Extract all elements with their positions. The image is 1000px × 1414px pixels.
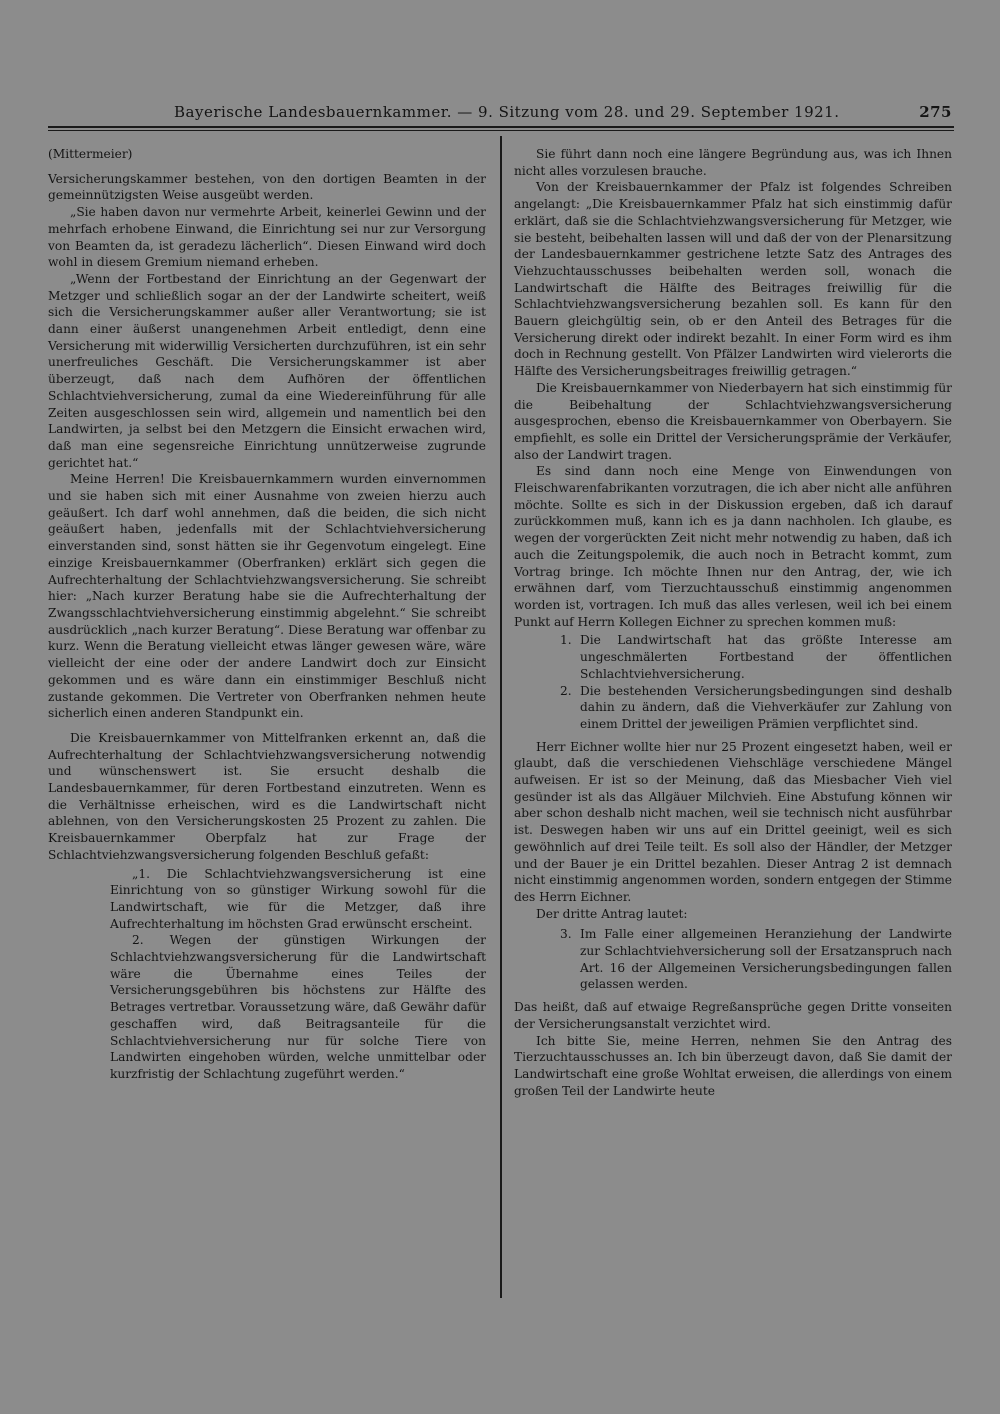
left-column <box>48 146 486 1083</box>
list-text: Die Landwirtschaft hat das größte Interesse am ungeschmälerten Fortbestand der öffentlichen Schlachtviehversicherung. <box>580 633 952 681</box>
paragraph: Die Kreisbauernkammer von Mittelfranken erkennt an, daß die Aufrechterhaltung der Schlachtviehzwangsversicherung notwendig und wünschenswert ist. Sie ersucht deshalb die Landesbauernkammer, für deren Fortbestand einzutreten. Wenn es die Verhältnisse erheischen, wird es die Landwirtschaft nicht ablehnen, von den Versicherungskosten 25 Prozent zu zahlen. Die Kreisbauernkammer Oberpfalz hat zur Frage der Schlachtviehzwangsversicherung folgenden Beschluß gefaßt: <box>48 730 486 862</box>
paragraph: Die Kreisbauernkammer von Niederbayern hat sich einstimmig für die Beibehaltung der Schlachtviehzwangsversicherung ausgesprochen, ebenso die Kreisbauernkammer von Oberbayern. Sie empfiehlt, es solle ein Drittel der Versicherungsprämie der Verkäufer, also der Landwirt tragen. <box>514 380 952 462</box>
speaker-label: (Mittermeier) <box>48 147 133 161</box>
list-item <box>560 926 952 993</box>
paragraph: Herr Eichner wollte hier nur 25 Prozent eingesetzt haben, weil er glaubt, daß die verschiedenen Viehschläge verschiedene Mängel aufweisen. Er ist so der Meinung, daß das Miesbacher Vieh viel gesünder ist als das Allgäuer Milchvieh. Eine Abstufung können wir aber schon deshalb nicht machen, weil sie technisch nicht ausführbar ist. Deswegen haben wir uns auf ein Drittel geeinigt, weil es sich gewöhnlich auf drei Teile teilt. Es soll also der Händler, der Metzger und der Bauer je ein Drittel bezahlen. Dieser Antrag 2 ist demnach nicht einstimmig angenommen worden, sondern entgegen der Stimme des Herrn Eichner. <box>514 739 952 904</box>
list-text: Im Falle einer allgemeinen Heranziehung der Landwirte zur Schlachtviehversicherung soll der Ersatzanspruch nach Art. 16 der Allgemeinen Versicherungsbedingungen fallen gelassen werden. <box>580 927 952 992</box>
page-number: 275 <box>919 103 952 121</box>
header-rule-thick <box>48 126 954 128</box>
list-number: 3. <box>560 927 572 942</box>
list-text: Die bestehenden Versicherungsbedingungen sind deshalb dahin zu ändern, daß die Viehverkäufer zur Zahlung von einem Drittel der jeweiligen Prämien verpflichtet sind. <box>580 683 952 731</box>
quote-item: 2. Wegen der günstigen Wirkungen der Schlachtviehzwangsversicherung für die Landwirtschaft wäre die Übernahme eines Teiles der Versicherungsgebühren bis höchstens zur Hälfte des Betrages vertretbar. Voraussetzung wäre, daß Gewähr dafür geschaffen wird, daß Beitragsanteile für die Schlachtviehversicherung nur für solche Tiere von Landwirten eingehoben würden, welche unmittelbar oder kurzfristig der Schlachtung zugeführt werden.“ <box>110 933 486 1081</box>
motion-list <box>560 632 952 732</box>
list-number: 2. <box>560 683 572 698</box>
header-rule-thin <box>48 130 954 131</box>
paragraph: Sie führt dann noch eine längere Begründung aus, was ich Ihnen nicht alles vorzulesen brauche. <box>514 147 952 178</box>
motion-list <box>560 926 952 993</box>
paragraph: „Wenn der Fortbestand der Einrichtung an der Gegenwart der Metzger und schließlich sogar an der der Landwirte scheitert, weiß sich die Versicherungskammer außer aller Verantwortung; sie ist dann einer äußerst unangenehmen Arbeit entledigt, denn eine Versicherung mit widerwillig Versicherten durchzuführen, ist ein sehr unerfreuliches Geschäft. Die Versicherungskammer ist aber überzeugt, daß nach dem Aufhören der öffentlichen Schlachtviehversicherung, zumal da eine Wiedereinführung für alle Zeiten ausgeschlossen sein wird, allgemein und namentlich bei den Landwirten, ja selbst bei den Metzgern die Einsicht erwachen wird, daß man eine segensreiche Einrichtung unnützerweise zugrunde gerichtet hat.“ <box>48 271 486 470</box>
paragraph: „Sie haben davon nur vermehrte Arbeit, keinerlei Gewinn und der mehrfach erhobene Einwand, die Einrichtung sei nur zur Versorgung von Beamten da, ist geradezu lächerlich“. Diesen Einwand wird doch wohl in diesem Gremium niemand erheben. <box>48 205 486 270</box>
paragraph: Versicherungskammer bestehen, von den dortigen Beamten in der gemeinnützigsten Weise ausgeübt werden. <box>48 171 486 203</box>
column-divider <box>500 136 502 1298</box>
paragraph: Ich bitte Sie, meine Herren, nehmen Sie den Antrag des Tierzuchtausschusses an. Ich bin überzeugt davon, daß Sie damit der Landwirtschaft eine große Wohltat erweisen, die allerdings von einem großen Teil der Landwirte heute <box>514 1033 952 1098</box>
paragraph: Das heißt, daß auf etwaige Regreßansprüche gegen Dritte vonseiten der Versicherungsanstalt verzichtet wird. <box>514 1000 952 1031</box>
running-title: Bayerische Landesbauernkammer. — 9. Sitzung vom 28. und 29. September 1921. <box>174 103 840 121</box>
list-number: 1. <box>560 633 572 648</box>
right-column <box>514 146 952 1099</box>
list-item <box>560 683 952 733</box>
quote-item: „1. Die Schlachtviehzwangsversicherung ist eine Einrichtung von so günstiger Wirkung sowohl für die Landwirtschaft, wie für die Metzger, daß ihre Aufrechterhaltung im höchsten Grad erwünscht erscheint. <box>110 866 486 931</box>
paragraph: Von der Kreisbauernkammer der Pfalz ist folgendes Schreiben angelangt: „Die Kreisbauernkammer Pfalz hat sich einstimmig dafür erklärt, daß sie die Schlachtviehzwangsversicherung für Metzger, wie sie besteht, beibehalten lassen will und daß der von der Plenarsitzung der Landesbauernkammer gestrichene letzte Satz des Antrages des Viehzuchtausschusses beibehalten werden soll, wonach die Landwirtschaft die Hälfte des Beitrages freiwillig für die Schlachtviehzwangsversicherung bezahlen soll. Es kann für den Bauern gleichgültig sein, ob er den Anteil des Betrages für die Versicherung direkt oder indirekt bezahlt. In einer Form wird es ihm doch in Rechnung gestellt. Von Pfälzer Landwirten wird vielerorts die Hälfte des Versicherungsbeitrages freiwillig getragen.“ <box>514 180 952 379</box>
paragraph: Es sind dann noch eine Menge von Einwendungen von Fleischwarenfabrikanten vorzutragen, die ich aber nicht alle anführen möchte. Sollte es sich in der Diskussion ergeben, daß ich darauf zurückkommen muß, kann ich es ja dann nachholen. Ich glaube, es wegen der vorgerückten Zeit nicht mehr notwendig zu haben, daß ich auch die Zeitungspolemik, die auch noch in Betracht kommt, zum Vortrag bringe. Ich möchte Ihnen nur den Antrag, der, wie ich erwähnen darf, vom Tierzuchtausschuß einstimmig angenommen worden ist, vortragen. Ich muß das alles verlesen, weil ich bei einem Punkt auf Herrn Kollegen Eichner zu sprechen kommen muß: <box>514 464 952 629</box>
list-item <box>560 632 952 682</box>
paragraph: Meine Herren! Die Kreisbauernkammern wurden einvernommen und sie haben sich mit einer Ausnahme von zweien hierzu auch geäußert. Ich darf wohl annehmen, daß die beiden, die sich nicht geäußert haben, jedenfalls mit der Schlachtviehversicherung einverstanden sind, sonst hätten sie ihr Gegenvotum eingelegt. Eine einzige Kreisbauernkammer (Oberfranken) erklärt sich gegen die Aufrechterhaltung der Schlachtviehzwangsversicherung. Sie schreibt hier: „Nach kurzer Beratung habe sie die Aufrechterhaltung der Zwangsschlachtviehversicherung einstimmig abgelehnt.“ Sie schreibt ausdrücklich „nach kurzer Beratung“. Diese Beratung war offenbar zu kurz. Wenn die Beratung vielleicht etwas länger gewesen wäre, wäre vielleicht der eine oder der andere Landwirt doch zur Einsicht gekommen und es wäre dann ein einstimmiger Beschluß nicht zustande gekommen. Die Vertreter von Oberfranken nehmen heute sicherlich einen anderen Standpunkt ein. <box>48 472 486 721</box>
block-quote <box>110 866 486 1083</box>
paragraph: Der dritte Antrag lautet: <box>536 906 688 921</box>
page-header <box>48 103 952 125</box>
